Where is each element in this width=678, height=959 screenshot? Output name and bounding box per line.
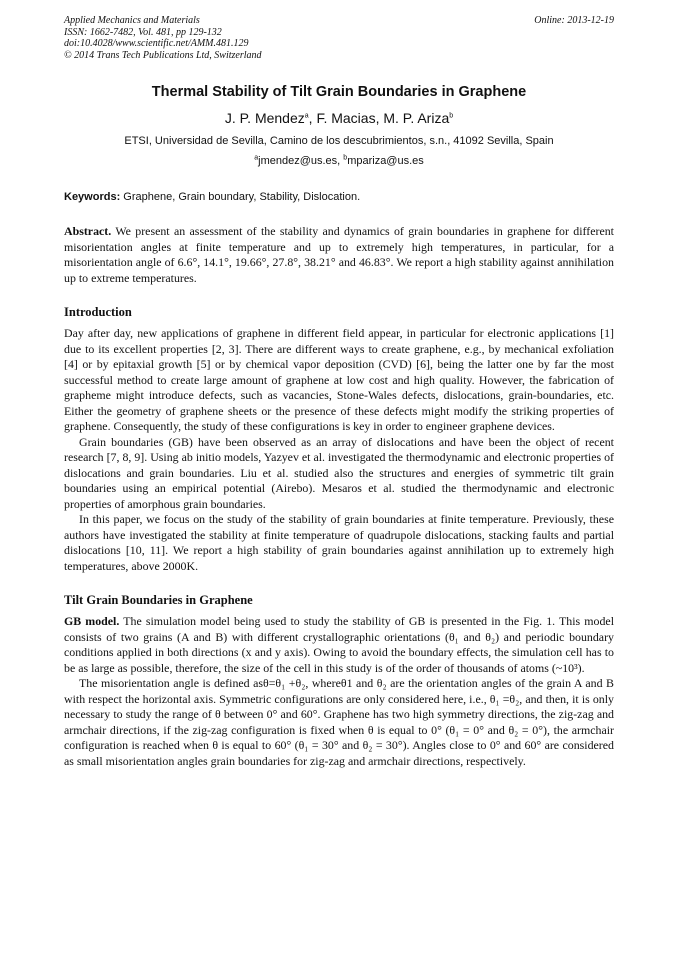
journal-name: Applied Mechanics and Materials [64, 15, 200, 26]
email-mark: b [343, 154, 348, 162]
email-mark: a [254, 154, 259, 162]
keywords-text: Graphene, Grain boundary, Stability, Dislocation. [120, 191, 361, 203]
author-affil-mark: a [304, 112, 309, 120]
paragraph: The misorientation angle is defined asθ=θ₁ +θ₂, whereθ1 and θ₂ are the orientation angles of the grain A and B with respect the horizontal axis. Symmetric configurations are only considered here, i.e., θ₁ =θ₂, and then, it is only necessary to study the range of θ between 0° and 60°. Graphene has two high symmetry directions, the zig-zag and armchair directions, if the zig-zag configuration is fixed when θ is equal to 0° (θ₁ = 0° and θ₂ = 0°), the armchair configuration is reached when θ is equal to 60° (θ₁ = 30° and θ₂ = 30°). Angles close to 0° and 60° are considered as small misorientation angles grain boundaries for zig-zag and armchair directions, respectively. [64, 676, 614, 768]
keywords-label: Keywords: [64, 191, 121, 203]
introduction-body [64, 326, 614, 574]
journal-header [64, 0, 614, 62]
journal-copyright: © 2014 Trans Tech Publications Ltd, Switzerland [64, 49, 262, 61]
author-emails [64, 154, 614, 168]
section-heading-introduction: Introduction [64, 305, 132, 319]
journal-issn: ISSN: 1662-7482, Vol. 481, pp 129-132 [64, 26, 222, 38]
online-date: Online: 2013-12-19 [534, 15, 614, 26]
email-link[interactable]: jmendez@us.es, [258, 155, 344, 167]
author-affil-mark: b [449, 112, 454, 120]
author-names-rest: , F. Macias, M. P. Ariza [308, 110, 450, 126]
paper-page [64, 0, 614, 769]
journal-doi: doi:10.4028/www.scientific.net/AMM.481.129 [64, 38, 249, 49]
paragraph: Day after day, new applications of graphene in different field appear, in particular for electronic applications [1] due to its excellent properties [2, 3]. There are different ways to create graphene, e.g., by mechanical exfoliation [4] or by epitaxial growth [5] or by chemical vapor deposition (CVD) [6], being the latter one by far the most successful method to create large amount of graphene at low cost and high quality. However, the fabrication of grapheme might introduce defects, such as vacancies, Stone-Wales defects, dislocations, grain-boundaries, etc. Either the geometry of graphene sheets or the presence of these defects might modify the striking properties of graphene. Consequently, the study of these configurations is key in order to engineer graphene devices. [64, 326, 614, 433]
author-list [64, 109, 614, 127]
paragraph: Grain boundaries (GB) have been observed as an array of dislocations and have been the object of recent research [7, 8, 9]. Using ab initio models, Yazyev et al. investigated the thermodynamic and electronic properties of dislocations and grain boundaries. Liu et al. studied also the structures and energies of symmetric tilt grain boundaries using an empirical potential (Airebo). Mesaros et al. studied the thermodynamic and electronic properties of amorphous grain boundaries. [64, 434, 614, 511]
abstract-label: Abstract. [64, 224, 112, 238]
abstract [64, 224, 614, 286]
gb-model-text: The simulation model being used to study the stability of GB is presented in the Fig. 1. This model consists of two grains (A and B) with different crystallographic orientations (θ₁ and θ₂) and periodic boundary conditions applied in both directions (x and y axis). Owing to avoid the boundary effects, the simulation cell has to be as large as possible, therefore, the size of the cell in this study is of the order of thousands of atoms (~10³). [64, 614, 614, 675]
paragraph: In this paper, we focus on the study of the stability of grain boundaries at finite temperature. Previously, these authors have investigated the stability at finite temperature of quadrupole dislocations, stacking faults and partial dislocations [10, 11]. We report a high stability of grain boundaries against annihilation up to extremely high temperatures, above 2000K. [64, 512, 614, 573]
paragraph [64, 614, 614, 676]
email-link[interactable]: mpariza@us.es [347, 155, 424, 167]
paper-title: Thermal Stability of Tilt Grain Boundaries in Graphene [151, 84, 527, 100]
tilt-gb-body [64, 614, 614, 769]
keywords [64, 190, 614, 204]
gb-model-label: GB model. [64, 614, 120, 628]
author-name: J. P. Mendez [224, 110, 305, 126]
affiliation: ETSI, Universidad de Sevilla, Camino de los descubrimientos, s.n., 41092 Sevilla, Spain [124, 135, 554, 147]
section-heading-tilt-gb: Tilt Grain Boundaries in Graphene [64, 593, 253, 607]
abstract-text: We present an assessment of the stability and dynamics of grain boundaries in graphene for different misorientation angles at finite temperature and up to extremely high temperatures, in particular, for a misorientation angle of 6.6°, 14.1°, 19.66°, 27.8°, 38.21° and 46.83°. We report a high stability against annihilation up to extreme temperatures. [64, 224, 614, 285]
